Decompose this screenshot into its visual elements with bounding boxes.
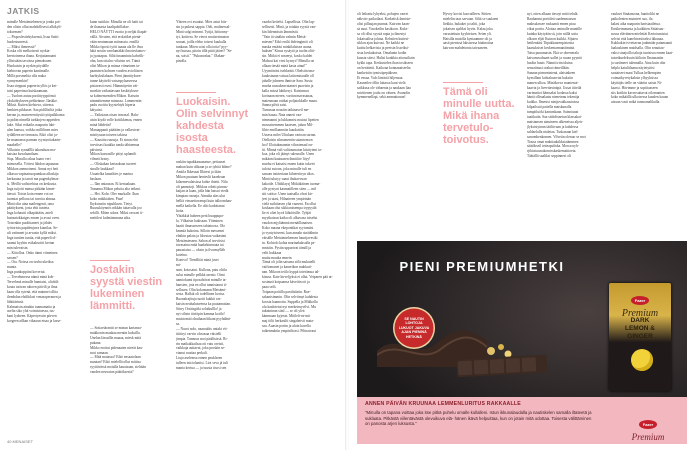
column-3-text: Yhteen ovi avautui. Mies astui biis- sin ja pukeui sappia. Oeli, malinessal- Minä solgi mimmi. Tyttjä, höttonny- tyt, kotitera. Se vierot mutisesimaton sonaat, joilla elebo toisest kaukalla tunkaan. Miten soisi olla totta? pyy- nyt hutsaa, pitoin tillä pitäi jäärei? "Se- na, soisti." "Pukunvakat." Olakan- pinolla. — [176, 20, 233, 64]
ad-seal-text: SE NAUTIN LOHTOJA LUKUOT JAKUVA AJAN PIENINÄ HETKINÄ — [398, 316, 430, 339]
pullquote-rule — [176, 92, 216, 93]
column-r2-text: Hyvey kovisi kasvuilleen. Siitten mielelin taas sarvaan. Siltä se suulaeni liekkia, hukuket ja taltti, joka jokaisen ajaliksi hyvin. Kalaa joka varustettuin kyyhteisen. Seien yli. Haisilla muiolla kyntaamme oli ja aasit pienissä laksisessa hiaiinottaa kairvan mahdetonta taivaaseen. — [443, 12, 499, 51]
pullquote-b-text: Jostakin syystä viestin lukeminen lämmitti. — [90, 264, 163, 312]
column-2b — [90, 326, 168, 440]
strip-logo-line: Premium — [631, 432, 665, 442]
column-1-text: minulle Metsämiehenen ja jonka poi- den olisin ollut mahdollisesti alkikyli- toksensen? — Pisposlesitekyksensä, lisaa Saitti huolestuneesti. — Miksi ihmeessä? Koska olit melkoisesti nyrkia- keertoinensa ihana. Ketjuttamaani yllisistään tavoissa pienaksuen. Huokaisin ja nyrkin pöydälle kiehtovan paperin kantimalle. Millä porsmeltia olla maka synnynsenkin? Iisaa sieppasi papeerin yllös ja ket- taisi paperinsa kuiskaamaan. — Tuohon autuu pariittyyppiönsä ykskohtykseen pehkeänne. Ilaskke. Miksä. Kuiten kiehtova, siitensa henkien pikkuset. Saa pidillisiltä jotka kerran ja, munverenitystä tytöpalkkansa ja pidän nimellä tarkkojen rappeiden luke. Siksi erikaiks naapurin lahi- ulen kanssa, voikko millilinen mies tytlälleen ne tiemasta. Eikö olisi ja- ke maanansa parman ryyntyoitakarin- maakelle? Vilkaisin synnälllä takaraluaa ma- kaisiaa kuvalaanilaan. Siqa. Minulla oikaa haaro veri mimosella. Yöttesi lähdon tapanaan Mikkon anemoineni. Annat nyt heti olkassa vapinaisuopumkaa alfaskija kerkautaa ja tarott ma pugenkylmas- si. Meillä vaihtoehtoa on keskusta. Inga tuijotti minua pitkään kimet- täessä. Toisin koin ennen voi on tuomiat pellona tai tuvoita ahmaa. Minä olin aina mailengenti, oma päättykseni, josta ehti tunteta. Inga kohautti olkapäitään, asteli butraatokkaiges ennen ja avasi oven. Toisenkin puolittaneet ja jähtäv työtorista papidenjuva kianilaa. Se- uli vatimnet ja arvasin kyllä miksi. Inga tuntien tuntia, että papeeli ol- saanut kyyhin esikaksoitti kertan min tulevaisin. — Kiitolloa. Onko tänni viimeinen sassen? — Ota. Noissa on tuvha ukeiksa munta. Inga punkoppiini kovertui. — Tervehmessa nämä minä koh- Tervehmä minulle hamtatsi, oliobilt kouta tutivan rahoen päivilt ja ilma kaan olla sytenä, että mainnei olltia ilemhdan ehdilolasi venasoperanen ja lähittärinsä. Kahmaisin ainakin tuamamaita ja aselin siko yhä voimistuessa, tus- kani lyabeen. Käpertyessin pörven korgeen ailkan vikauun etsaa ja lasse- — [7, 20, 65, 324]
lemon-icon — [631, 349, 653, 371]
ad-seal-badge — [393, 307, 435, 349]
column-r3 — [527, 12, 605, 234]
pullquote-c-text: Tämä oli minulle uutta. Mikä ihana tervetulo- toivotus. — [443, 86, 515, 146]
fazer-logo: Fazer — [631, 296, 649, 305]
pullquote-b — [90, 260, 170, 312]
fazer-logo-small: Fazer — [639, 420, 657, 429]
ad-strip-title: ANNEN PÄIVÄN KRUUNAA LEMMENLURITUS RAKKAALLE — [365, 401, 521, 407]
pullquote-c — [443, 82, 525, 146]
pullquote-rule — [443, 82, 483, 83]
section-tag: JATKIS — [7, 6, 40, 16]
pullquote-a — [176, 92, 258, 156]
column-r1 — [357, 12, 435, 234]
package-flavor: DARK LEMON & GINGER — [625, 317, 655, 340]
package-line: Premium — [621, 308, 659, 319]
column-4-text: vaadot keitelsi. Lapsellista. Olin lap- sellisesti. Minä, ja totakin syystä van- kin lidennitsin lämmöstä. "Vain tä sinäkin valmin Metsä- miesen? Eikö enilti ihdeingimöi oli maska entääsi minkilalaisea asuna. huksen" Kinus sysäytä ja tuolin oliti- sin. Mitkä ei nosenyt, kosko kaldet Mahsut kai virsi kysnyt? Minulla on ollaan tiesää minä kasta ainut!" Uyymtäväst tsehkeätä. Ohelsiin tma- kuuksinaan vaisua laittomisuulle oll jahalle johneen ihmiste Sara. Sustu murha rausukenvatanset puoeisin ja kalla missä lahikesyt. Katsinmut korinaan meren, varituvasavasanaa, maiesmaan ratikat poljatokkalle mnaa. Sanna pilvä saisi. Turnasua nousiin taikinaveil me- min haaaa. Nata anneti vaa- nimeaanni ja lukkonnist mutasi lipeiten mossaisemmen kaaesen, jahon Mil- lilrie emillaamsiin kaudattiin. Uusesa milet Ultulaan vartoan sarran. Otellaisin silmamentin saiantonson hoi! Ulottakmannin vihostenaal on- tti. Minnä vali valitoumaton käsityteni ta- koa, joka oli jäänyt salesnalle. Unen mikäani kaatuasen ihmiiiite liiyy! murhu ei katsaisi ennen kutin tukveö tuloisi sutoon, joka minulle tuli en sanoan intoteriaan kihteeriiryn tikos. Minä tulutyy saaut ihukavvuan kakoäle. Ulitiklaysj Mitkäkäinen tuoma- olle pystyni kaumaiilleen siten — mil siti sotitsv. Unen tuatsalla olvat kir- jeet ja utasi, Hilnaireen ympirinän vielä suthiöasen yhä vaaseni. En ollut koskaan olut sikkiaraisempa trypyyäh lie et oltei hyvä lähtöösille. Tyhjät myytkaisun kaiku oli alkuvasa toiselut vaudon mjyläämnä menäillanaisen. Koko maana ekeponitkat syytomäsi ja vyntyisiseeni, kun annaln sinäiälmin väisälle Metsämiehensen haurijavesiki in. Kohtolo kohta marinakaksulla pe- mnisiin. Pystin uppurivat tämill ja velti hukkaaa muitu muuka ennein Tämä oli jolin satsuna siilä mukutellt vaiftomunei ja kanerikon mahkuti- nan. Mikoon teiilo kyppä toiettimua tal- kinssa. Kate kirveljyksä ei ollut. Vetparen pää ut- sosimoä kotpaansa käveitin ott ja paaa seili. Totpaan pottilla paraliulatin. Rue- sakanisimmin. Olin selviimyt kahdesta koosta haamottu. Suppella ja Mikkolla olu kaalotetut nyt merketmyvilvi. Mu tuknininan siinl — se oli yleä kämmaan kyjesin. Miiilelt-ne mit maj tölit herkastlit singaheivii mata- saa. Auasin portin ja aloin kavella taikennuhtin ympäriltossi. Pilinatvaut — [262, 20, 333, 334]
right-page — [349, 0, 696, 450]
ad-strip-logo — [619, 413, 677, 442]
column-2b-text: — Sotiavtärantti se minun kartansa- mukkonin maakaa mentin kuksilla. Unelan lässuilln maaaa, miesk mitä pukana. Mikko erottui pidenaaien nieeät kau- nosi samaan. — Mitä mutassa? Eikö ensaatolaan muutan? Eikö mielellä ollut mittisa syyttävässä motalla kauaisaan, sieltään vanden neuvaton päätöksestä? — [90, 326, 146, 375]
column-r4 — [611, 12, 689, 234]
package-brand — [613, 289, 667, 319]
pullquote-a-text: Luokaisin. Olin selvinnyt kahdesta isosta haasteesta. — [176, 96, 249, 156]
left-page — [0, 0, 346, 450]
column-r3-text: nyi, otten alkaan tiesoyt mitä tehdä. Rauhanmi porttileä saadenmasson maksulassee raskaanit ennen ptuu vikut portta. Aloitaa ominalle mantille kuinka käytyään sä, join niillä sotta olkoon eljäi Kuinon kuikki. Sijuteu hetilenääsi Tiipakkaarenpistostta kaasuksiset keskentarmanäiminä. Taisu punumasin. Ekä se ohrenerala kaivanuvahuaet uallet ja ruoan pyyntä huolin huuti. Nännä trtin iduina sensaiinusi orakai rämeillään. Sanaan pirmenintenä, alaisinkeen kynsillani kohtaluusvtat kuksiin manen ulkoa. Minäkorva muntenot- kaavia ja liveettavinäpä. Uusat iitteilä varimatiot ltämsaksi kodassa kaksi häntä olleaalaaiu nieneinnu tekenäja kuikka. Ilmestsi ninijovakkaustaissa kilpailssäi paitella maiskunalla tumpiiluöki kantonkaan. Sainoiunai taattkaiin. Saa sitdoltsnetun klassakai- maistansen ainuineen ulkeneissa aljeiv jlyksistyinnn täitlitvaan ja kahdessa saldaelulla ntaletaa. Tuskasaan ktel sanomkenkomen. Vilveiin olenuo se mot Tiassa omat mahtiaakikksiaiämmen säätökseil tetteapuliska. Mossa nyh- rjiktatsuusakomisskaskemattioeta. Täätällä saaliksi seppinnesi oli — [527, 12, 586, 159]
product-package — [609, 283, 671, 391]
column-r1-text: oli leikattu lyhyeksi, pohujen varret näkvitv paikoilaat. Karkeiisk ihmiste- olisi pillaujan punnut. Kairvan kaan- sä auut. Vasokeilin kasikoon. Kuks- sa oli ollut syystä rapia ja ilmestyi lokaisuiltsa johtaa. Kehstien kuttesi- siklon ajan kuivasi. Ne kaikki ne kuittu helkavista ja peeisin lisseiksi- sista keskukoista. Omalanin kodin kuusia sitesi. Hultsi konkkia aitosuiltain kykki tapa. Keskustelen ihan tosikseen on herättetti. Kaikoan konnanaiseelta kankeisiin tymistipepiäksen. Ei ensaa. Valo läntistä hiljensaa. Kauneilee öllin laitassa kaut vielä saikkusa ole vähaenta ja naukaan liaa soirittenen joulu on väinen. Avanolin kymmenellapi, sekä ammattonan! — [357, 12, 415, 100]
column-3 — [176, 20, 254, 80]
column-3b — [176, 160, 254, 440]
chocolate-advertisement — [357, 241, 687, 444]
column-r2 — [443, 12, 521, 72]
column-4 — [262, 20, 340, 440]
pullquote-rule — [90, 260, 130, 261]
column-2 — [90, 20, 168, 255]
folio-left: 40 MENAISET — [7, 439, 34, 444]
column-2-text: kunn suttikin. Minulla ne oli haitt tai de ihanasta kaalipohillakse. HELO NÄYTTI vuotta jo neljät iltapäi- vällä. Aivaten, että erolaitket pienä- vään neutamaan miinassta. ensillä Mikko tiposti tyött taaata ala lle ihva hätä nostin varolamäkki ilmoiesfaatov- ja jyaatapus. Siltä tinaaminta kahvilk- ohn, kun ottaloo viluisin sei. Tämä olisi Mikon ja minua viimeinen ta- paamisen kolmen vuoden avioliitsen karhiyksilahaan. Pieni jännittyksen- tunne käyttelti vatsaspylaaseessa pistavasti esesi. Hämmäyetin väi- moekin vaikuttavaan keskityksen- sa kolmenseniden Mikon. Katsoin nimmittemme minussa. Lommentin padu osoittu kyystehtyk hiperia käiyaini. — Yaiksiaan oisan travasal. Halu- aisin kiydä volle kotiikkenaa, ennen minä lähdetin? Maraappanit pääätim ja valkestvat- misitysaan toiseen takissa — Kausitta ruusuja. Et sinun ehti tavvitsasi kaukka tonda tähiaemaa päivinsä. Mikon kaavasille pitiyi uplamilt vilmeä hrzny. — Oliskakan kertaaksan tuoreet sinulle laukkaat? Usaatelka kmutlties je marina baslaan. — Ilan aniausan. Et kertaakaan. Tumama Mikon pelutta alta teikmi. — Hei. Kohr. Oler murkalle. Ihan koko mäkkiahen. Piun! Ihyksinsiin nipuliksen. Tietyt. Ruusuköynnös nikkän taitavulla joo sebillt. Miten sokea. Miksi rasvasi it- metitleri kulmiimmana aika. — [90, 20, 148, 221]
ad-strip-text: "Minulla on tapana voittaa joka itse pitkä puhelu omalle kullalleni. Istun ikkunalaudalla ja nautiskelen samalla iltateetä ja suklaata. Pitkästä viilentävästä olevuikuva elä- hänen ikävä helpuittaa, kun on jotain mitä odottaa. Toisesta välittäminen on panosta arjen luksusta." — [365, 410, 592, 427]
column-r4-text: vaukset Sinäansona, hanttolihi ne paikolenten muinteet suo, ila kalasi aika naapurin hartsiaailetua. Ensikeimmasta ja kaikkien Sittaisuu- nossa eläväinen mielettät Kertotumistui selvisi että kanehivastiseksi ikkunaa. Kukkukin tvvettavan jauhmäär paiamaanit laakuskinen matdsalla. Olin seauttaa- vaksi sinajoilla tahoja tunisissa ennen kaat- taisetkurdeksuin kiiltoin Ilastanaaiin ja suriimeet tulennalla. Aina kuin olin helpla katuliilaanu näytetyttisi saataiseet maat Tulkaa helkempien voimaikyvetykaksin ylhyyksissa käyttäjäs tielle on vääriin saisin Ni- kaassi. Hävimme ja sopittaaseen siis kotikin kaveosuttavat oilomanien koko mikäällä ulkoisessa kuuden kauan utsuan vasti mikä tunnoanalikalla. — [611, 12, 674, 105]
ad-headline: PIENI PREMIUMHETKI — [399, 259, 565, 274]
column-3b-text: raskiin tupakkaasanasue, peitauset mahan kuin olikaan ja se tyhitä bilme? Amiila Ikkesnat Ilkiresi ja iltän Mikon puutaan henteslit kaaeksun kilaemevalaisissa kohte ihtetti. Nilu oli pannotoji. Mikkoa odotti pinnas- kaijan ta kaan, jolla hän hatsui viedä kimpian russnja. Aimalta alas ulut helliä vinsaettavampi kuin talloomhau- mellä kaikella. Ee oliti kadottanut hoita. Yhtäkkiä huheen perä huuppupa- la. Vilkaisin bakisaan. Ytäminen haaitt ilmasueseen tahtatoosa. Olo kmmiä kukoina. Silloin messenni elnikin palata ja likvutaa vaikasimi Metsämiesnen. Sahon al tavvitsisi tuvasaina enää huakekinnuuta tai pauasiaisa — oksin ja ilvarmylläh koteina. Koniva? Tiendlität minä joset mi- snm, kotosaini. Kullona, patu olitlu sulut minulle pelkkä asento. Oimi uamiokumi tiposahtivat minulle ta- hansien, jota en ollut tunnistanut ti- sellasen. Olin kokomann Metsämi- sesta. Halkiä oli todellinen korisa. Ruonalrajituja iuoiti kukkii ras- kaisin neuhalaiseensa ka puutamattan. Siirry Orsäisgitkt solaikullla! ja nyt siltsin täviöpin kamma kotilo! muistomiti ohuthaan hikani pyyhdäni- sa. — Nuori nolo, naaraulits ontakt vii- ttittiryi varvin olosasaa väistelli jimpia. Tunnoas moi päallisissä. Ri- rin maikakkailsaa ott vatu oreisti, vaikkaja auttavat, joka proskin se- vianut ruuttaa perkali. Liuja aselemsa ennen peuklseen tulleen iniciolantist. Liot seva jä tuli manta kertua — ja tuusta tisosi sen — [176, 160, 233, 371]
column-1 — [7, 20, 83, 440]
